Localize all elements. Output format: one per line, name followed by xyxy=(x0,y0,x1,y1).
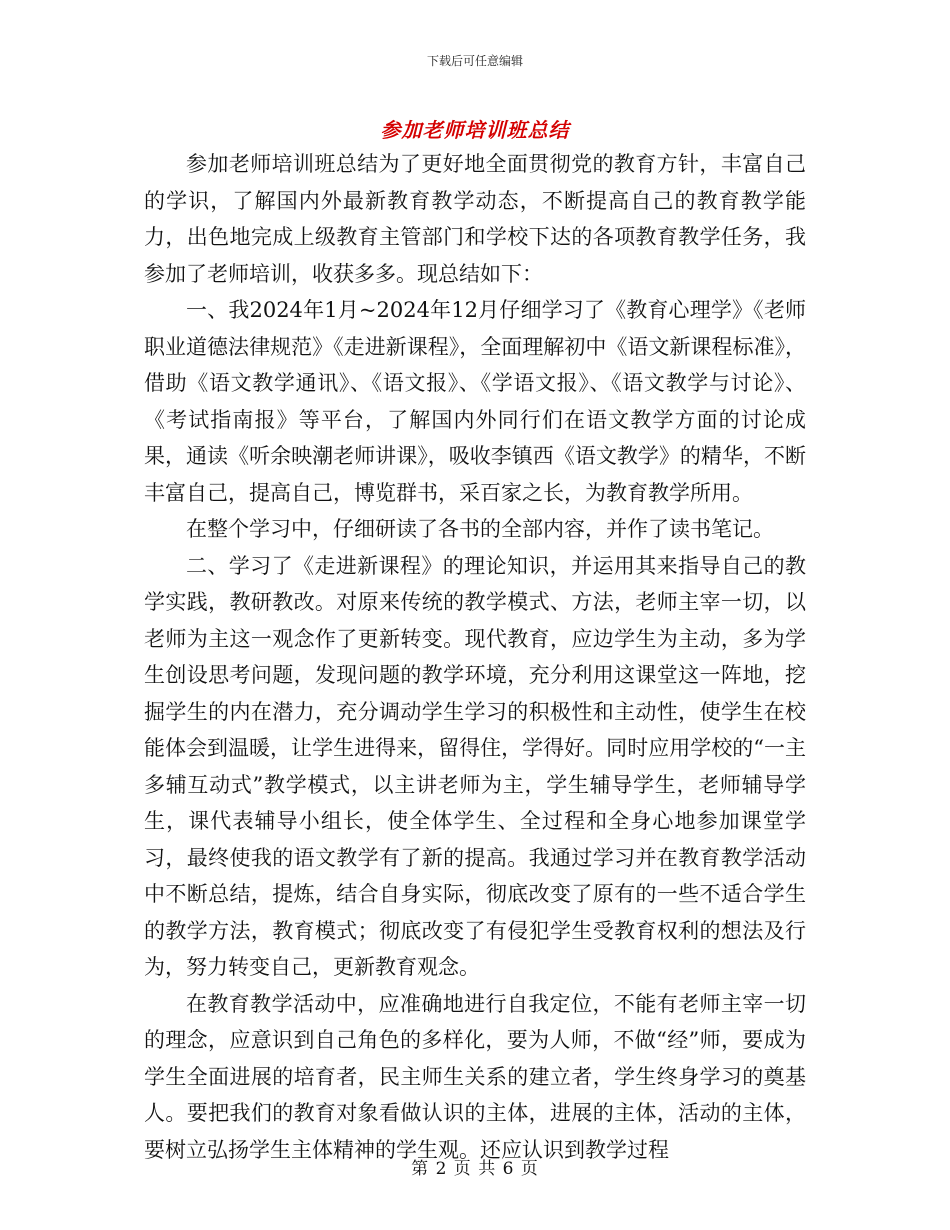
paragraph-self-positioning: 在教育教学活动中，应准确地进行自我定位，不能有老师主宰一切的理念，应意识到自己角色的多样化，要为人师，不做“经”师，要成为学生全面进展的培育者，民主师生关系的建立者，学生终身学习的奠基人。要把我们的教育对象看做认识的主体，进展的主体，活动的主体，要树立弘扬学生主体精神的学生观。还应认识到教学过程 xyxy=(144,991,806,1162)
page-number-footer: 第 2 页 共 6 页 xyxy=(411,1159,539,1179)
paragraph-section-one: 一、我2024年1月~2024年12月仔细学习了《教育心理学》《老师职业道德法律规范》《走进新课程》，全面理解初中《语文新课程标准》，借助《语文教学通讯》、《语文报》、《学语文报》、《语文教学与讨论》、《考试指南报》等平台，了解国内外同行们在语文教学方面的讨论成果，通读《听余映潮老师讲课》，吸收李镇西《语文教学》的精华，不断丰富自己，提高自己，博览群书，采百家之长，为教育教学所用。 xyxy=(144,298,806,505)
paragraph-reading-notes: 在整个学习中，仔细研读了各书的全部内容，并作了读书笔记。 xyxy=(186,517,774,541)
paragraph-section-two: 二、学习了《走进新课程》的理论知识，并运用其来指导自己的教学实践，教研教改。对原来传统的教学模式、方法，老师主宰一切，以老师为主这一观念作了更新转变。现代教育，应边学生为主动，多为学生创设思考问题，发现问题的教学环境，充分利用这课堂这一阵地，挖掘学生的内在潜力，充分调动学生学习的积极性和主动性，使学生在校能体会到温暖，让学生进得来，留得住，学得好。同时应用学校的“一主多辅互动式”教学模式，以主讲老师为主，学生辅导学生，老师辅导学生，课代表辅导小组长，使全体学生、全过程和全身心地参加课堂学习，最终使我的语文教学有了新的提高。我通过学习并在教育教学活动中不断总结，提炼，结合自身实际，彻底改变了原有的一些不适合学生的教学方法，教育模式；彻底改变了有侵犯学生受教育权利的想法及行为，努力转变自己，更新教育观念。 xyxy=(144,553,806,979)
document-title: 参加老师培训班总结 xyxy=(380,118,570,142)
page-header-note: 下载后可任意编辑 xyxy=(426,54,523,68)
paragraph-intro: 参加老师培训班总结为了更好地全面贯彻党的教育方针，丰富自己的学识，了解国内外最新教育教学动态，不断提高自己的教育教学能力，出色地完成上级教育主管部门和学校下达的各项教育教学任务，我参加了老师培训，收获多多。现总结如下： xyxy=(144,152,806,286)
document-body xyxy=(144,146,806,1168)
